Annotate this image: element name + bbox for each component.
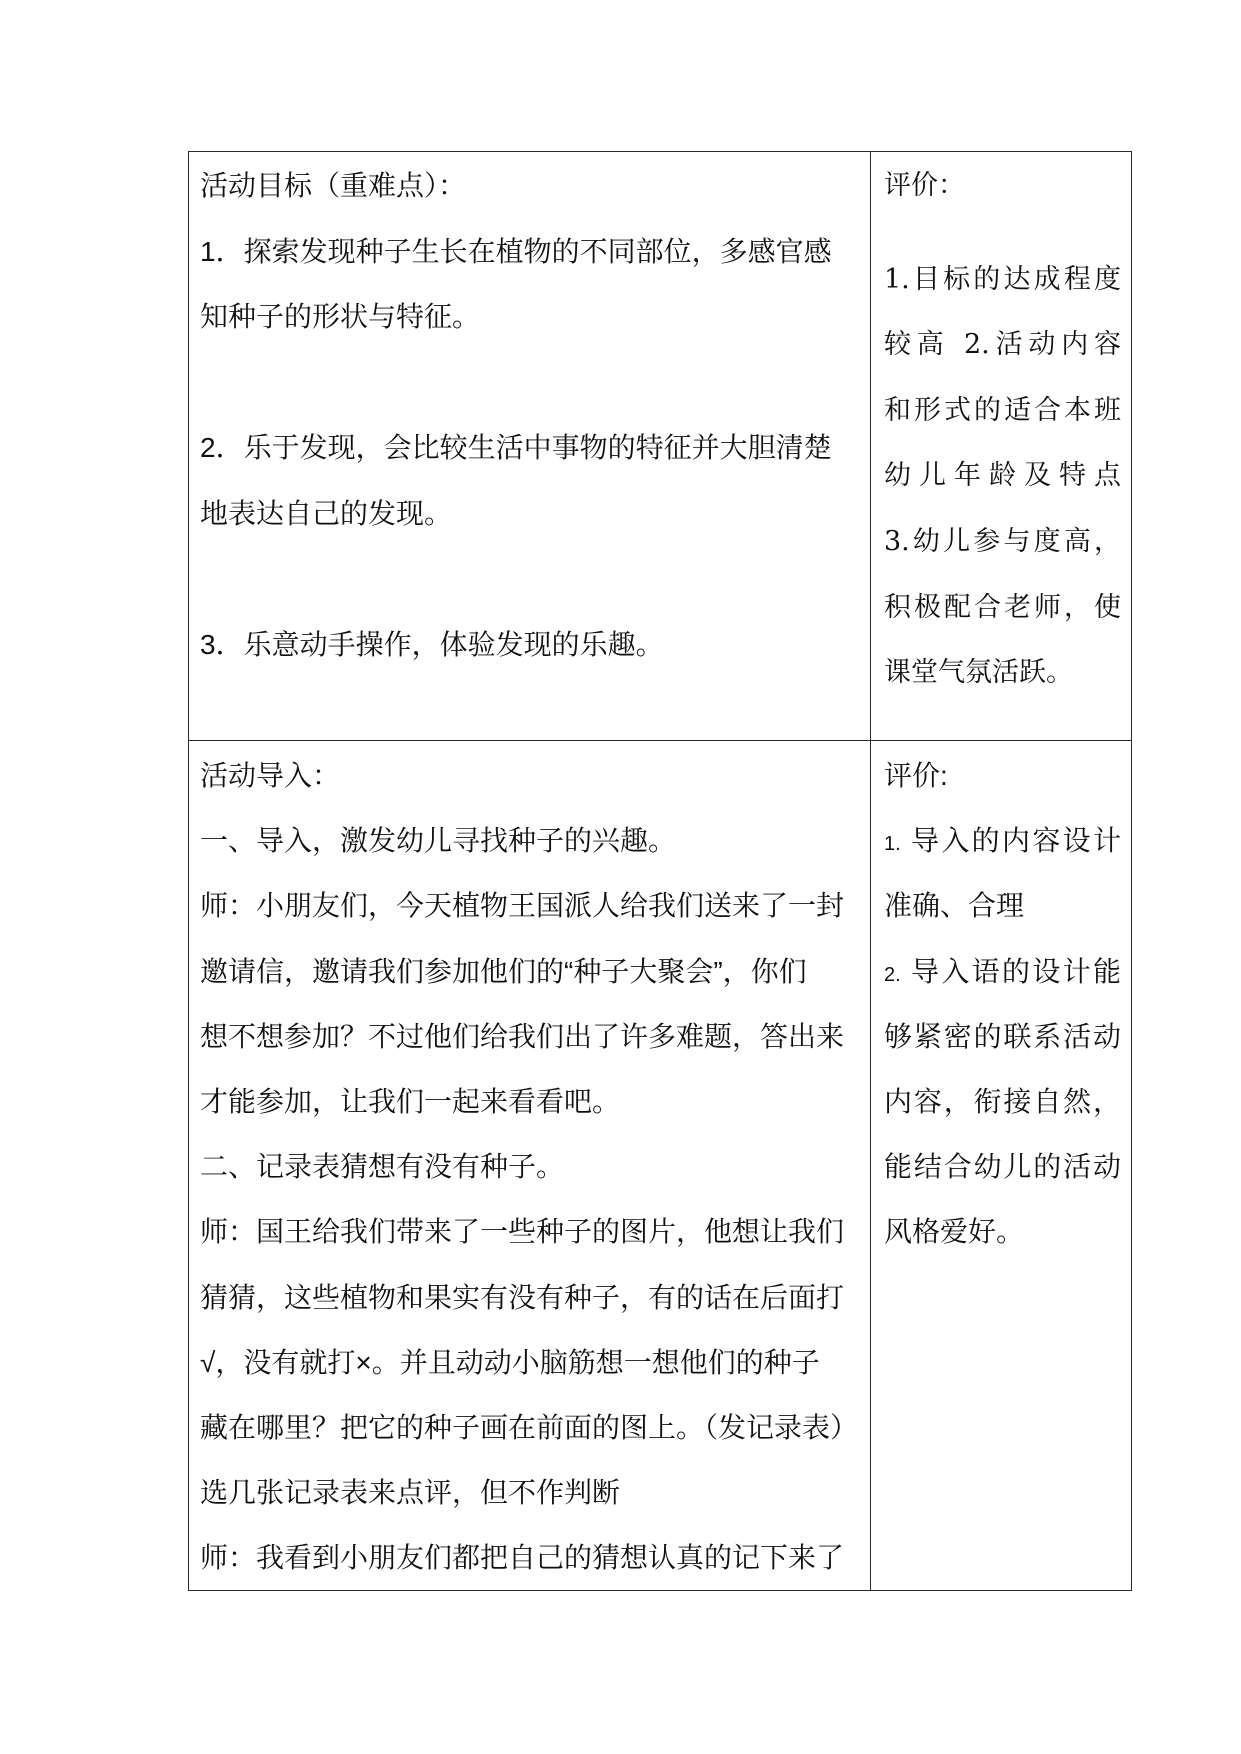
goal-item-1 — [200, 219, 870, 350]
goal-line: 2．乐于发现，会比较生活中事物的特征并大胆清楚 — [200, 432, 832, 464]
goals-evaluation-heading: 评价： — [884, 170, 965, 201]
goals-heading: 活动目标（重难点）： — [200, 170, 467, 201]
point-text: 导入语的设计能 — [908, 955, 1121, 987]
intro-section-2 — [200, 1134, 870, 1590]
section-title: 二、记录表猜想有没有种子。 — [200, 1151, 565, 1183]
section-line: 师：我看到小朋友们都把自己的猜想认真的记下来了 — [200, 1542, 845, 1574]
intro-heading: 活动导入： — [200, 760, 341, 791]
evaluation-line — [884, 939, 1121, 1004]
activity-intro-cell — [189, 741, 871, 1591]
table-row-intro — [189, 741, 1132, 1591]
goal-line: 1．探索发现种子生长在植物的不同部位，多感官感 — [200, 235, 832, 267]
intro-evaluation-cell — [871, 741, 1132, 1591]
intro-evaluation-heading: 评价: — [884, 760, 948, 791]
evaluation-line: 较高 2.活动内容 — [884, 329, 1121, 361]
goal-item-3 — [200, 612, 870, 678]
evaluation-point-2 — [884, 939, 1121, 1265]
activity-goals-content — [189, 152, 870, 740]
evaluation-line — [884, 808, 1121, 873]
evaluation-line: 内容，衔接自然， — [884, 1085, 1121, 1117]
table-row-goals — [189, 152, 1132, 741]
goal-item-2 — [200, 415, 870, 546]
goals-evaluation-text — [884, 247, 1121, 706]
evaluation-line: 课堂气氛活跃。 — [884, 657, 1073, 689]
section-line: 师：国王给我们带来了一些种子的图片，他想让我们 — [200, 1216, 845, 1248]
evaluation-line: 积极配合老师，使 — [884, 591, 1121, 623]
evaluation-line: 够紧密的联系活动 — [884, 1020, 1121, 1052]
section-line: 选几张记录表来点评，但不作判断 — [200, 1477, 621, 1509]
goals-evaluation-content — [871, 152, 1131, 740]
activity-intro-content — [189, 741, 870, 1590]
evaluation-line: 1.目标的达成程度 — [884, 263, 1121, 295]
lesson-plan-table — [188, 151, 1132, 1591]
point-number: 1. — [884, 833, 901, 856]
goal-line: 3．乐意动手操作，体验发现的乐趣。 — [200, 629, 664, 661]
section-line: 猜猜，这些植物和果实有没有种子，有的话在后面打 — [200, 1281, 845, 1313]
intro-evaluation-content — [871, 741, 1131, 1590]
goal-line: 地表达自己的发现。 — [200, 497, 453, 529]
section-line: 才能参加，让我们一起来看看吧。 — [200, 1085, 621, 1117]
section-line: 藏在哪里？把它的种子画在前面的图上。（发记录表） — [200, 1411, 859, 1443]
section-line: 想不想参加？不过他们给我们出了许多难题，答出来 — [200, 1020, 845, 1052]
section-line: 邀请信，邀请我们参加他们的“种子大聚会”，你们 — [200, 955, 807, 987]
evaluation-line: 和形式的适合本班 — [884, 394, 1121, 426]
point-text: 导入的内容设计 — [908, 825, 1121, 857]
goal-line: 知种子的形状与特征。 — [200, 301, 481, 333]
evaluation-line: 能结合幼儿的活动 — [884, 1151, 1121, 1183]
evaluation-line: 幼儿年龄及特点 — [884, 460, 1121, 492]
point-number: 2. — [884, 963, 901, 986]
evaluation-line: 风格爱好。 — [884, 1216, 1025, 1248]
section-line: √，没有就打×。并且动动小脑筋想一想他们的种子 — [200, 1346, 820, 1378]
activity-goals-cell — [189, 152, 871, 741]
intro-section-1 — [200, 808, 870, 1134]
evaluation-point-1 — [884, 808, 1121, 938]
evaluation-line: 3.幼儿参与度高， — [884, 525, 1121, 557]
evaluation-line: 准确、合理 — [884, 890, 1025, 922]
goals-evaluation-cell — [871, 152, 1132, 741]
section-line: 师：小朋友们，今天植物王国派人给我们送来了一封 — [200, 890, 845, 922]
section-title: 一、导入，激发幼儿寻找种子的兴趣。 — [200, 825, 677, 857]
